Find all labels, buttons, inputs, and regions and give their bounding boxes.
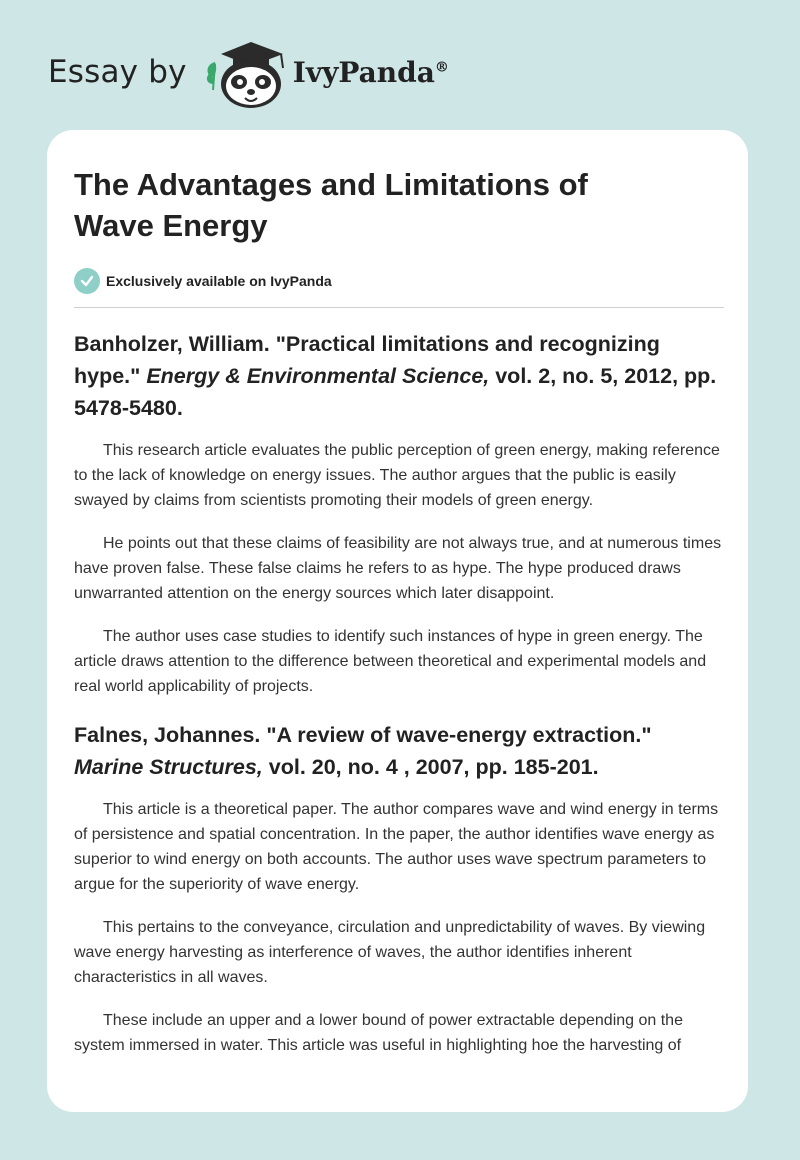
journal-title: Energy & Environmental Science, — [146, 364, 490, 388]
essay-card — [47, 130, 748, 1112]
panda-graduate-icon — [203, 34, 289, 110]
brand-name: IvyPanda® — [292, 55, 449, 89]
registered-mark: ® — [434, 59, 449, 76]
paragraph: This article is a theoretical paper. The author compares wave and wind energy in terms of persistence and spatial concentration. In the paper, the author identifies wave energy as superior to wind energy on both accounts. The author uses wave spectrum parameters to argue for the superiority of wave energy. — [74, 801, 719, 893]
source-entry — [74, 328, 724, 699]
paragraph: He points out that these claims of feasibility are not always true, and at numerous times have proven false. These false claims he refers to as hype. The hype produced draws unwarranted attention on the energy sources which later disappoint. — [74, 535, 722, 602]
paragraph: The author uses case studies to identify such instances of hype in green energy. The article draws attention to the difference between theoretical and experimental models and real world applicability of projects. — [74, 628, 707, 695]
journal-title: Marine Structures, — [74, 755, 263, 779]
source-entry — [74, 719, 724, 1058]
brand-prefix: Essay by — [48, 54, 187, 90]
badge-label: Exclusively available on IvyPanda — [106, 273, 332, 289]
exclusive-badge — [74, 268, 724, 294]
paragraph: This research article evaluates the public perception of green energy, making reference to the lack of knowledge on energy issues. The author argues that the public is easily swayed by claims from scientists promoting their models of green energy. — [74, 442, 720, 509]
citation-heading: Falnes, Johannes. "A review of wave-energy extraction." Marine Structures, vol. 20, no. 4 , 2007, pp. 185-201. — [74, 723, 652, 779]
page-title: The Advantages and Limitations of Wave Energy — [74, 167, 588, 243]
paragraph: This pertains to the conveyance, circulation and unpredictability of waves. By viewing wave energy harvesting as interference of waves, the author identifies inherent characteristics in all waves. — [74, 919, 706, 986]
paragraph: These include an upper and a lower bound of power extractable depending on the system immersed in water. This article was useful in highlighting hoe the harvesting of — [74, 1012, 683, 1054]
divider — [74, 307, 724, 308]
citation-heading: Banholzer, William. "Practical limitations and recognizing hype." Energy & Environmental Science, vol. 2, no. 5, 2012, pp. 5478-5480. — [74, 332, 717, 420]
brand-header[interactable] — [48, 34, 449, 110]
check-icon — [74, 268, 100, 294]
